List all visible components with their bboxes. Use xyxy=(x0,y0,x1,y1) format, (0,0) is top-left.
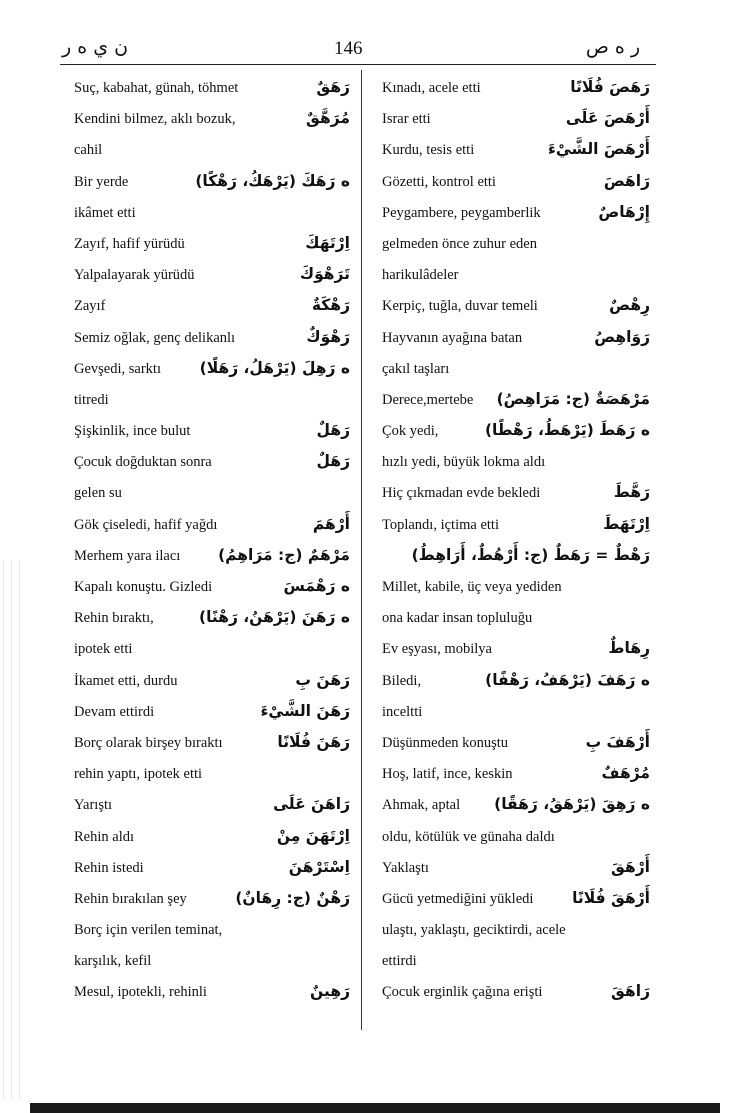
turkish-definition: Çocuk erginlik çağına erişti xyxy=(382,984,543,1001)
turkish-definition: ikâmet etti xyxy=(74,204,136,221)
arabic-headword: رَهَنَ فُلَانًا xyxy=(277,732,350,751)
dictionary-entry xyxy=(62,822,350,853)
arabic-headword: رَهَّطَ xyxy=(613,483,650,502)
turkish-definition: Gök çiseledi, hafif yağdı xyxy=(74,516,218,533)
dictionary-entry xyxy=(62,229,350,260)
turkish-definition: Zayıf xyxy=(74,298,106,315)
column-divider xyxy=(361,70,362,1030)
dictionary-entry xyxy=(62,915,350,946)
turkish-definition: Merhem yara ilacı xyxy=(74,547,181,564)
turkish-definition: Hiç çıkmadan evde bekledi xyxy=(382,485,541,502)
arabic-headword: أَرْهَمَ xyxy=(312,514,350,533)
dictionary-entry xyxy=(370,790,650,821)
header-right-letters: ر ه ص xyxy=(585,36,640,58)
turkish-definition: Zayıf, hafif yürüdü xyxy=(74,235,185,252)
arabic-headword: ه رَهَفَ (يَرْهَفُ، رَهْفًا) xyxy=(485,670,650,689)
dictionary-entry xyxy=(62,853,350,884)
turkish-definition: Kınadı, acele etti xyxy=(382,80,481,96)
dictionary-entry xyxy=(370,666,650,697)
arabic-headword: مَرْهَمٌ (ج: مَرَاهِمُ) xyxy=(218,545,350,564)
dictionary-entry xyxy=(370,385,650,416)
turkish-definition: Toplandı, içtima etti xyxy=(382,516,499,533)
page-header xyxy=(0,36,732,66)
dictionary-entry xyxy=(370,977,650,1008)
dictionary-entry xyxy=(62,416,350,447)
turkish-definition: cahil xyxy=(74,142,103,159)
arabic-headword: رَهَنَ الشَّيْءَ xyxy=(260,701,350,720)
dictionary-entry xyxy=(370,478,650,509)
turkish-definition: Rehin bırakılan şey xyxy=(74,890,187,907)
arabic-headword: اِرْتَهَكَ xyxy=(305,233,350,252)
turkish-definition: Gözetti, kontrol etti xyxy=(382,173,496,190)
turkish-definition: Yarıştı xyxy=(74,797,113,814)
dictionary-entry xyxy=(62,541,350,572)
dictionary-entry xyxy=(62,946,350,977)
dictionary-entry xyxy=(62,198,350,229)
turkish-definition: Peygambere, peygamberlik xyxy=(382,204,541,221)
turkish-definition: Biledi, xyxy=(382,672,422,689)
header-rule xyxy=(60,64,656,65)
arabic-headword: رَهَنَ بِ xyxy=(295,670,350,689)
turkish-definition: Yalpalayarak yürüdü xyxy=(74,267,195,284)
arabic-headword: أَرْهَقَ xyxy=(611,857,650,876)
turkish-definition: Gevşedi, sarktı xyxy=(74,360,161,377)
dictionary-entry xyxy=(62,790,350,821)
turkish-definition: ettirdi xyxy=(382,953,417,970)
turkish-definition: gelen su xyxy=(74,485,122,502)
turkish-definition: Borç için verilen teminat, xyxy=(74,922,223,939)
arabic-headword: ه رَهِلَ (يَرْهَلُ، رَهَلًا) xyxy=(199,358,350,377)
turkish-definition: Ev eşyası, mobilya xyxy=(382,641,492,658)
left-column xyxy=(62,73,350,1009)
dictionary-entry xyxy=(62,478,350,509)
dictionary-entry xyxy=(62,759,350,790)
arabic-headword: أَرْهَصَ عَلَى xyxy=(565,109,650,128)
arabic-headword: مُرَهَّقٌ xyxy=(306,109,350,128)
dictionary-entry xyxy=(370,73,650,104)
dictionary-entry xyxy=(62,167,350,198)
dictionary-entry xyxy=(370,634,650,665)
arabic-headword: رَهَقٌ xyxy=(316,78,350,96)
turkish-definition: Rehin istedi xyxy=(74,859,144,876)
dictionary-entry xyxy=(62,354,350,385)
turkish-definition: Devam ettirdi xyxy=(74,703,155,720)
turkish-definition: Gücü yetmediğini yükledi xyxy=(382,890,534,907)
arabic-headword: ه رَهَكَ (يَرْهَكُ، رَهْكًا) xyxy=(195,171,350,190)
turkish-definition: harikulâdeler xyxy=(382,267,459,284)
arabic-headword: اِسْتَرْهَنَ xyxy=(288,857,350,876)
dictionary-entry xyxy=(370,354,650,385)
arabic-headword: رَوَاهِصُ xyxy=(594,327,650,346)
turkish-definition: ulaştı, yaklaştı, geciktirdi, acele xyxy=(382,922,566,939)
turkish-definition: gelmeden önce zuhur eden xyxy=(382,235,537,252)
right-column xyxy=(370,73,650,1009)
turkish-definition: Millet, kabile, üç veya yediden xyxy=(382,579,562,595)
dictionary-entry xyxy=(370,323,650,354)
turkish-definition: ona kadar insan topluluğu xyxy=(382,610,533,627)
dictionary-entry xyxy=(370,728,650,759)
arabic-headword: مَرْهَصَةٌ (ج: مَرَاهِصُ) xyxy=(496,389,650,408)
arabic-headword: أَرْهَفَ بِ xyxy=(585,732,650,751)
dictionary-entry xyxy=(370,135,650,166)
turkish-definition: Derece,mertebe xyxy=(382,391,474,408)
turkish-definition: İkamet etti, durdu xyxy=(74,672,178,689)
turkish-definition: Ahmak, aptal xyxy=(382,797,461,814)
turkish-definition: Çocuk doğduktan sonra xyxy=(74,454,212,471)
dictionary-entry xyxy=(370,416,650,447)
dictionary-entry xyxy=(370,603,650,634)
turkish-definition: Mesul, ipotekli, rehinli xyxy=(74,984,207,1001)
dictionary-entry xyxy=(370,759,650,790)
arabic-headword: رِهَاطٌ xyxy=(608,639,650,658)
arabic-headword: إِرْهَاصٌ xyxy=(598,202,650,221)
turkish-definition: rehin yaptı, ipotek etti xyxy=(74,766,203,783)
arabic-headword: ه رَهِقَ (يَرْهَقُ، رَهَقًا) xyxy=(494,795,650,814)
turkish-definition: çakıl taşları xyxy=(382,360,450,377)
arabic-headword: ه رَهَنَ (يَرْهَنُ، رَهْنًا) xyxy=(199,608,350,627)
arabic-headword: رِهْصٌ xyxy=(609,296,650,315)
arabic-headword: رَهَلٌ xyxy=(316,452,350,471)
dictionary-entry xyxy=(370,915,650,946)
dictionary-entry xyxy=(62,73,350,104)
turkish-definition: Kendini bilmez, aklı bozuk, xyxy=(74,111,236,128)
turkish-definition: Çok yedi, xyxy=(382,423,439,440)
scan-edge-noise xyxy=(0,560,24,1100)
dictionary-entry xyxy=(62,603,350,634)
dictionary-entry xyxy=(370,541,650,572)
header-left-letters: ن ي ه ر xyxy=(62,36,129,58)
arabic-headword: رَاهَنَ عَلَى xyxy=(273,795,350,814)
dictionary-entry xyxy=(370,822,650,853)
turkish-definition: Borç olarak birşey bıraktı xyxy=(74,734,223,751)
turkish-definition: Kapalı konuştu. Gizledi xyxy=(74,579,213,595)
dictionary-entry xyxy=(370,946,650,977)
dictionary-entry xyxy=(62,697,350,728)
dictionary-entry xyxy=(62,510,350,541)
dictionary-entry xyxy=(62,977,350,1008)
turkish-definition: Suç, kabahat, günah, töhmet xyxy=(74,80,239,96)
scan-bottom-edge xyxy=(30,1103,720,1113)
dictionary-entry xyxy=(370,510,650,541)
dictionary-entry xyxy=(62,666,350,697)
dictionary-entry xyxy=(62,572,350,603)
dictionary-entry xyxy=(370,447,650,478)
arabic-headword: أَرْهَصَ الشَّيْءَ xyxy=(547,140,650,159)
arabic-headword: ه رَهَطَ (يَرْهَطُ، رَهْطًا) xyxy=(484,421,650,440)
turkish-definition: Kurdu, tesis etti xyxy=(382,142,475,159)
dictionary-entry xyxy=(62,260,350,291)
dictionary-entry xyxy=(62,447,350,478)
dictionary-entry xyxy=(370,572,650,603)
dictionary-entry xyxy=(62,323,350,354)
turkish-definition: oldu, kötülük ve günaha daldı xyxy=(382,828,555,845)
arabic-headword: ه رَهْمَسَ xyxy=(283,577,350,595)
dictionary-entry xyxy=(370,229,650,260)
arabic-headword: رَهْكَةٌ xyxy=(311,296,350,315)
turkish-definition: ipotek etti xyxy=(74,641,133,658)
turkish-definition: Yaklaştı xyxy=(382,859,429,876)
dictionary-entry xyxy=(370,167,650,198)
turkish-definition: Bir yerde xyxy=(74,173,129,190)
arabic-headword: رَهَلٌ xyxy=(316,421,350,440)
dictionary-entry xyxy=(370,697,650,728)
turkish-definition: hızlı yedi, büyük lokma aldı xyxy=(382,454,546,471)
arabic-headword: رَهْنٌ (ج: رِهَانٌ) xyxy=(235,888,350,907)
turkish-definition: inceltti xyxy=(382,703,423,720)
arabic-headword: اِرْتَهَطَ xyxy=(603,514,650,533)
arabic-headword: رَاهَصَ xyxy=(603,171,650,190)
dictionary-entry xyxy=(62,385,350,416)
turkish-definition: Israr etti xyxy=(382,111,431,128)
arabic-headword: رَهِينٌ xyxy=(310,982,350,1001)
turkish-definition: Kerpiç, tuğla, duvar temeli xyxy=(382,298,538,315)
arabic-headword: رَاهَقَ xyxy=(611,982,650,1001)
dictionary-entry xyxy=(370,853,650,884)
dictionary-entry xyxy=(62,104,350,135)
dictionary-entry xyxy=(62,884,350,915)
turkish-definition: titredi xyxy=(74,391,109,408)
turkish-definition: Rehin aldı xyxy=(74,828,135,845)
turkish-definition: Düşünmeden konuştu xyxy=(382,734,509,751)
arabic-headword: اِرْتَهَنَ مِنْ xyxy=(276,826,350,845)
dictionary-entry xyxy=(62,634,350,665)
turkish-definition: Hoş, latif, ince, keskin xyxy=(382,766,513,783)
turkish-definition: Şişkinlik, ince bulut xyxy=(74,423,191,440)
dictionary-entry xyxy=(62,291,350,322)
dictionary-entry xyxy=(370,104,650,135)
dictionary-entry xyxy=(370,260,650,291)
dictionary-entry xyxy=(370,884,650,915)
turkish-definition: karşılık, kefil xyxy=(74,953,152,970)
dictionary-entry xyxy=(62,135,350,166)
turkish-definition: Rehin bıraktı, xyxy=(74,610,154,627)
arabic-headword: تَرَهْوَكَ xyxy=(299,265,350,284)
turkish-definition: Semiz oğlak, genç delikanlı xyxy=(74,329,236,346)
dictionary-entry xyxy=(62,728,350,759)
page-number: 146 xyxy=(334,38,363,59)
arabic-headword: رَهْطٌ = رَهَطٌ (ج: أَرْهُطٌ، أَرَاهِطُ) xyxy=(411,545,650,564)
dictionary-entry xyxy=(370,198,650,229)
dictionary-entry xyxy=(370,291,650,322)
arabic-headword: رَهَصَ فُلَانًا xyxy=(570,78,650,96)
arabic-headword: رَهْوَكٌ xyxy=(306,327,350,346)
turkish-definition: Hayvanın ayağına batan xyxy=(382,329,523,346)
arabic-headword: مُرْهَفٌ xyxy=(601,764,650,783)
arabic-headword: أَرْهَقَ فُلَانًا xyxy=(572,888,650,907)
